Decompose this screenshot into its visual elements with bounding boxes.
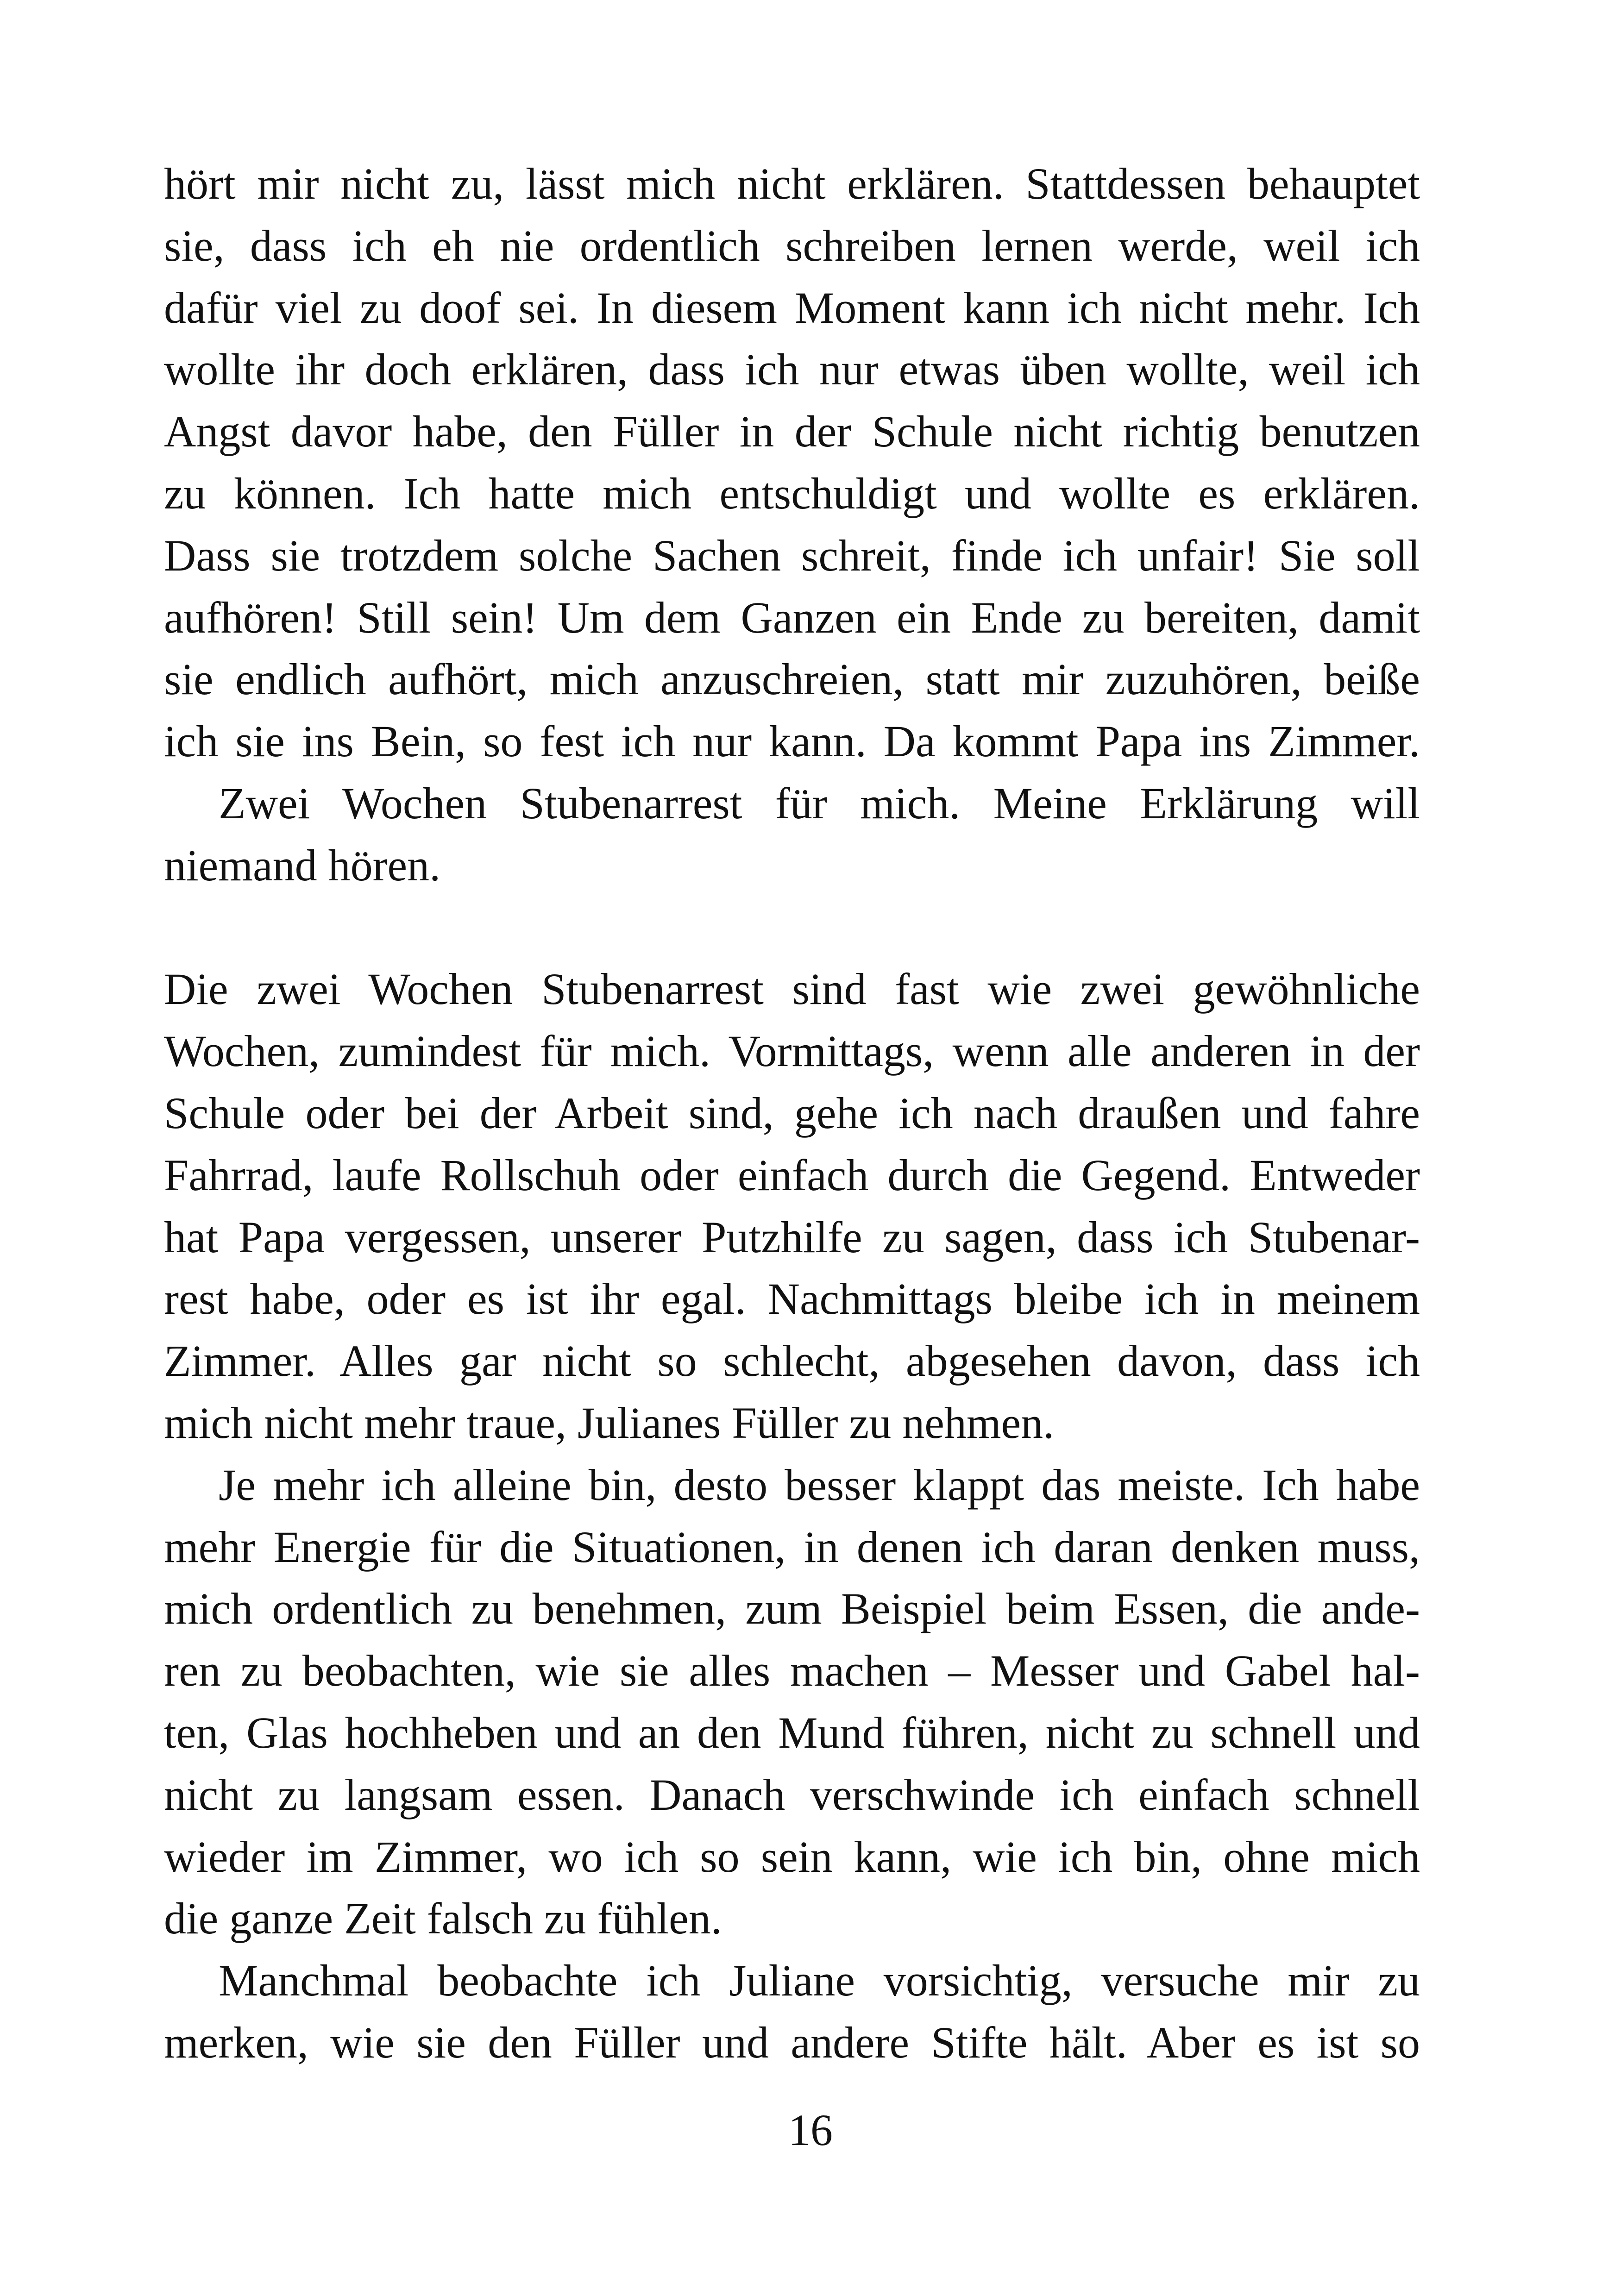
text-line: mich nicht mehr traue, Julianes Füller zu nehmen. [164,1398,1055,1448]
text-line: Je mehr ich alleine bin, desto besser klappt das meiste. Ich habe [219,1460,1420,1510]
body-text [164,153,1420,2074]
text-line: wollte ihr doch erklären, dass ich nur etwas üben wollte, weil ich [164,345,1420,395]
text-line: aufhören! Still sein! Um dem Ganzen ein Ende zu bereiten, damit [164,592,1420,642]
text-line: sie endlich aufhört, mich anzuschreien, statt mir zuzuhören, beiße [164,654,1420,704]
text-line: rest habe, oder es ist ihr egal. Nachmittags bleibe ich in meinem [164,1274,1420,1324]
text-line: nicht zu langsam essen. Danach verschwinde ich einfach schnell [164,1769,1420,1819]
text-line: Angst davor habe, den Füller in der Schule nicht richtig benutzen [164,407,1420,457]
text-line: Die zwei Wochen Stubenarrest sind fast wie zwei gewöhnliche [164,964,1420,1014]
text-line: dafür viel zu doof sei. In diesem Moment kann ich nicht mehr. Ich [164,282,1420,332]
text-line: sie, dass ich eh nie ordentlich schreiben lernen werde, weil ich [164,220,1420,270]
text-line: wieder im Zimmer, wo ich so sein kann, wie ich bin, ohne mich [164,1832,1420,1882]
text-line: Zimmer. Alles gar nicht so schlecht, abgesehen davon, dass ich [164,1336,1420,1386]
text-line: Dass sie trotzdem solche Sachen schreit, finde ich unfair! Sie soll [164,530,1420,580]
text-line: die ganze Zeit falsch zu fühlen. [164,1894,722,1944]
text-line: Manchmal beobachte ich Juliane vorsichtig, versuche mir zu [219,1956,1420,2006]
text-line: zu können. Ich hatte mich entschuldigt und wollte es erklären. [164,468,1420,518]
text-line: ich sie ins Bein, so fest ich nur kann. Da kommt Papa ins Zimmer. [164,716,1420,766]
text-line: merken, wie sie den Füller und andere Stifte hält. Aber es ist so [164,2017,1420,2067]
text-line: mehr Energie für die Situationen, in denen ich daran denken muss, [164,1522,1420,1572]
text-line: ten, Glas hochheben und an den Mund führen, nicht zu schnell und [164,1707,1420,1757]
text-line: Schule oder bei der Arbeit sind, gehe ich nach draußen und fahre [164,1088,1420,1138]
section-break [164,897,1420,959]
text-line: hat Papa vergessen, unserer Putzhilfe zu sagen, dass ich Stubenar- [164,1212,1420,1262]
text-line: ren zu beobachten, wie sie alles machen – Messer und Gabel hal- [164,1646,1420,1696]
page-number: 16 [788,2105,833,2155]
text-line: niemand hören. [164,840,441,890]
text-line: Wochen, zumindest für mich. Vormittags, wenn alle anderen in der [164,1026,1420,1076]
text-line: Zwei Wochen Stubenarrest für mich. Meine Erklärung will [219,778,1420,828]
text-line: hört mir nicht zu, lässt mich nicht erklären. Stattdessen behauptet [164,159,1420,208]
text-line: Fahrrad, laufe Rollschuh oder einfach durch die Gegend. Entweder [164,1150,1420,1200]
text-line: mich ordentlich zu benehmen, zum Beispiel beim Essen, die ande- [164,1584,1420,1634]
